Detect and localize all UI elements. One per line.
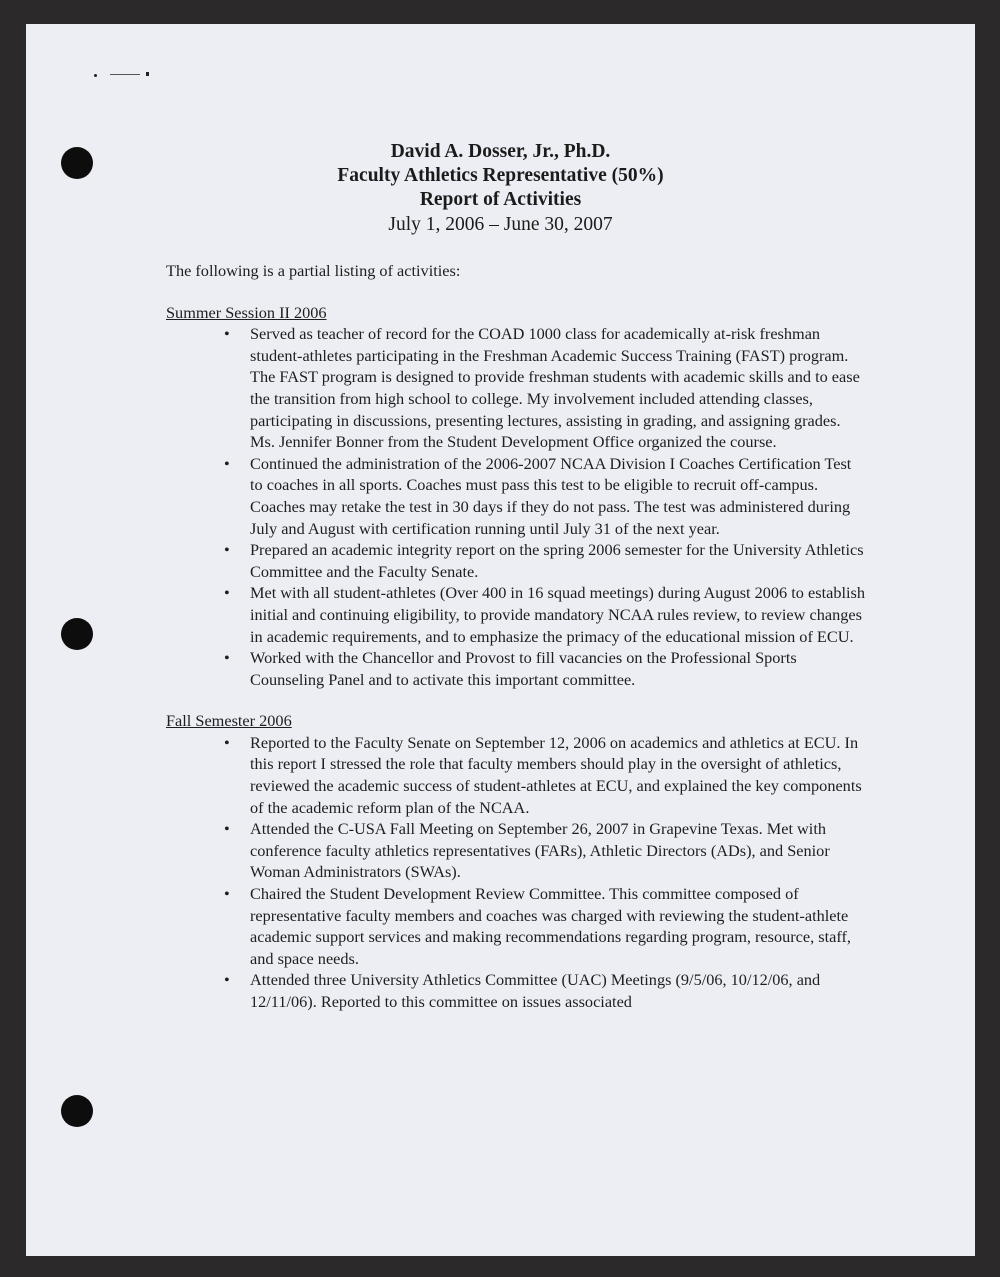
list-item: • Prepared an academic integrity report on the spring 2006 semester for the University Athletics Committee and the Faculty Senate.: [224, 540, 864, 581]
list-item-text: Served as teacher of record for the COAD 1000 class for academically at-risk freshman student-athletes participating in the Freshman Academic Success Training (FAST) program. The FAST program is designed to provide freshman students with academic skills and to ease the transition from high school to college. My involvement included attending classes, participating in discussions, presenting lectures, assisting in grading, and assigning grades. Ms. Jennifer Bonner from the Student Development Office organized the course.: [250, 324, 860, 452]
report-date-range: July 1, 2006 – June 30, 2007: [388, 214, 613, 235]
list-item: • Worked with the Chancellor and Provost to fill vacancies on the Professional Sports Counseling Panel and to activate this important committee.: [224, 648, 797, 689]
list-item-text: Continued the administration of the 2006-2007 NCAA Division I Coaches Certification Test to coaches in all sports. Coaches must pass this test to be eligible to recruit off-campus. Coaches may retake the test in 30 days if they do not pass. The test was administered during July and August with certification running until July 31 of the next year.: [250, 453, 852, 538]
list-item: • Attended three University Athletics Committee (UAC) Meetings (9/5/06, 10/12/06, and 12/11/06). Reported to this committee on issues associated: [224, 970, 821, 1011]
list-item-text: Attended the C-USA Fall Meeting on September 26, 2007 in Grapevine Texas. Met with conference faculty athletics representatives (FARs), Athletic Directors (ADs), and Senior Woman Administrators (SWAs).: [250, 819, 830, 882]
list-item-text: Chaired the Student Development Review Committee. This committee composed of representative faculty members and coaches was charged with reviewing the student-athlete academic support services and making recommendations regarding program, resource, staff, and space needs.: [250, 884, 851, 968]
author-name: David A. Dosser, Jr., Ph.D.: [390, 141, 611, 162]
report-title: Report of Activities: [419, 189, 582, 210]
list-item-text: Worked with the Chancellor and Provost to fill vacancies on the Professional Sports Counseling Panel and to activate this important committee.: [250, 648, 797, 689]
document-header: [26, 140, 975, 238]
list-item: • Continued the administration of the 2006-2007 NCAA Division I Coaches Certification Test to coaches in all sports. Coaches must pass this test to be eligible to recruit off-campus. Coaches may retake the test in 30 days if they do not pass. The test was administered during July and August with certification running until July 31 of the next year.: [224, 453, 852, 538]
list-item: • Met with all student-athletes (Over 400 in 16 squad meetings) during August 2006 to establish initial and continuing eligibility, to provide mandatory NCAA rules review, to review changes in academic requirements, and to emphasize the primacy of the educational mission of ECU.: [224, 583, 865, 646]
document-body: [166, 260, 866, 1013]
list-item: • Chaired the Student Development Review Committee. This committee composed of representative faculty members and coaches was charged with reviewing the student-athlete academic support services and making recommendations regarding program, resource, staff, and space needs.: [224, 884, 851, 968]
author-position: Faculty Athletics Representative (50%): [337, 165, 664, 186]
activity-list: [166, 323, 866, 690]
list-item-text: Prepared an academic integrity report on the spring 2006 semester for the University Athletics Committee and the Faculty Senate.: [250, 540, 864, 581]
list-item: • Attended the C-USA Fall Meeting on September 26, 2007 in Grapevine Texas. Met with conference faculty athletics representatives (FARs), Athletic Directors (ADs), and Senior Woman Administrators (SWAs).: [224, 819, 830, 882]
section-title: Fall Semester 2006: [166, 711, 292, 731]
section-fall-2006: [166, 710, 866, 1012]
activity-list: [166, 732, 866, 1013]
document-page: [26, 24, 975, 1256]
list-item: • Served as teacher of record for the COAD 1000 class for academically at-risk freshman student-athletes participating in the Freshman Academic Success Training (FAST) program. The FAST program is designed to provide freshman students with academic skills and to ease the transition from high school to college. My involvement included attending classes, participating in discussions, presenting lectures, assisting in grading, and assigning grades. Ms. Jennifer Bonner from the Student Development Office organized the course.: [224, 324, 860, 452]
intro-text: The following is a partial listing of activities:: [166, 261, 461, 280]
pen-mark: [94, 72, 154, 78]
punch-hole-middle: [61, 618, 93, 650]
list-item: • Reported to the Faculty Senate on September 12, 2006 on academics and athletics at ECU. In this report I stressed the role that faculty members should play in the oversight of athletics, reviewed the academic success of student-athletes at ECU, and explained the key components of the academic reform plan of the NCAA.: [224, 732, 862, 817]
list-item-text: Met with all student-athletes (Over 400 in 16 squad meetings) during August 2006 to establish initial and continuing eligibility, to provide mandatory NCAA rules review, to review changes in academic requirements, and to emphasize the primacy of the educational mission of ECU.: [250, 583, 865, 646]
section-title: Summer Session II 2006: [166, 302, 327, 322]
punch-hole-bottom: [61, 1095, 93, 1127]
list-item-text: Attended three University Athletics Committee (UAC) Meetings (9/5/06, 10/12/06, and 12/11/06). Reported to this committee on issues associated: [250, 970, 821, 1011]
section-summer-2006: [166, 302, 866, 691]
list-item-text: Reported to the Faculty Senate on September 12, 2006 on academics and athletics at ECU. In this report I stressed the role that faculty members should play in the oversight of athletics, reviewed the academic success of student-athletes at ECU, and explained the key components of the academic reform plan of the NCAA.: [250, 732, 862, 817]
